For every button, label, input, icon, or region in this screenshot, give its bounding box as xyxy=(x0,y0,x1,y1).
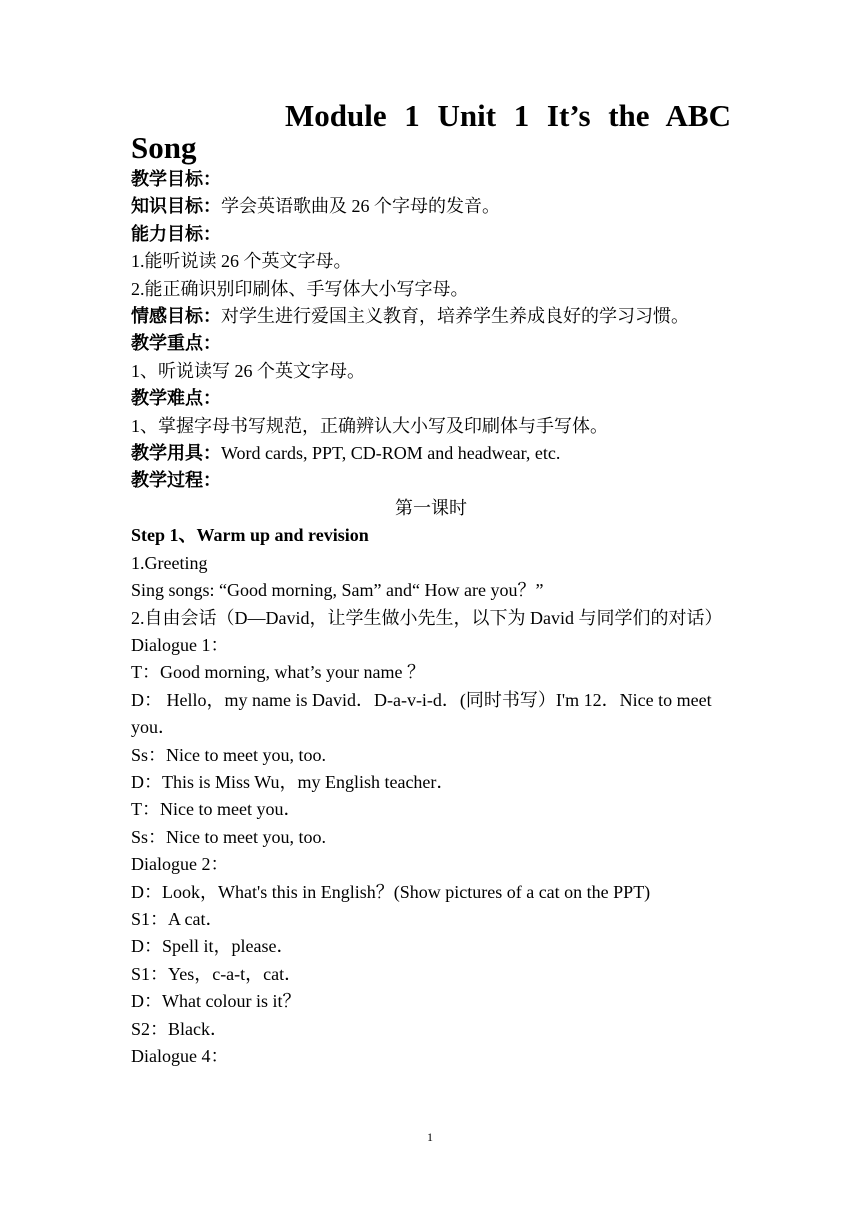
dialogue2-label: Dialogue 2： xyxy=(131,854,229,875)
step1-heading: Step 1、Warm up and revision xyxy=(131,525,369,546)
difficulty-heading: 教学难点： xyxy=(131,388,221,409)
dialogue-line: D： Hello，my name is David．D-a-v-i-d．(同时书写）I'm 12．Nice to meet you． xyxy=(131,689,712,738)
ability-item-1: 1.能听说读 26 个英文字母。 xyxy=(131,251,352,272)
dialogue-line: S2：Black． xyxy=(131,1018,228,1039)
ability-item-2: 2.能正确识别印刷体、手写体大小写字母。 xyxy=(131,278,469,299)
dialogue4-label: Dialogue 4： xyxy=(131,1046,229,1066)
dialogue-line: T：Good morning, what’s your name ？ xyxy=(131,662,425,683)
dialogue-line: D：This is Miss Wu，my English teacher． xyxy=(131,771,455,792)
teaching-tools xyxy=(131,440,731,467)
knowledge-text: 学会英语歌曲及 26 个字母的发音。 xyxy=(221,196,500,217)
sing-songs-item: Sing songs: “Good morning, Sam” and“ How are you？” xyxy=(131,580,544,601)
document-page xyxy=(131,96,731,1070)
dialogue-line: Ss：Nice to meet you, too. xyxy=(131,826,326,847)
ability-label: 能力目标： xyxy=(131,223,221,244)
lesson-label: 第一课时 xyxy=(395,497,467,518)
knowledge-label: 知识目标： xyxy=(131,196,221,217)
free-talk-item: 2.自由会话（D—David，让学生做小先生，以下为 David 与同学们的对话） xyxy=(131,607,723,628)
dialogue-line: S1：A cat． xyxy=(131,908,224,929)
key-point-1: 1、听说读写 26 个英文字母。 xyxy=(131,360,365,381)
emotion-label: 情感目标： xyxy=(131,306,221,327)
dialogue-line: D：Spell it，please． xyxy=(131,936,295,957)
emotion-objective xyxy=(131,303,731,330)
dialogue-line: T：Nice to meet you． xyxy=(131,799,302,820)
dialogue-line: D：Look，What's this in English？(Show pictures of a cat on the PPT) xyxy=(131,881,651,902)
difficulty-1: 1、掌握字母书写规范，正确辨认大小写及印刷体与手写体。 xyxy=(131,415,608,436)
process-heading: 教学过程： xyxy=(131,470,221,491)
tools-label: 教学用具： xyxy=(131,443,221,464)
objectives-heading: 教学目标： xyxy=(131,169,221,189)
dialogue-line: Ss：Nice to meet you, too. xyxy=(131,744,326,765)
dialogue-line: D：What colour is it？ xyxy=(131,991,301,1012)
emotion-text: 对学生进行爱国主义教育，培养学生养成良好的学习习惯。 xyxy=(221,306,689,327)
dialogue-line: S1：Yes，c-a-t，cat． xyxy=(131,963,303,984)
document-title-line-2: Song xyxy=(131,130,197,165)
dialogue1-label: Dialogue 1： xyxy=(131,634,229,655)
greeting-item: 1.Greeting xyxy=(131,552,208,573)
page-number: 1 xyxy=(427,1130,433,1144)
key-points-heading: 教学重点： xyxy=(131,333,221,354)
tools-text: Word cards, PPT, CD-ROM and headwear, etc. xyxy=(221,443,561,464)
knowledge-objective xyxy=(131,193,731,220)
document-title-line-1: Module 1 Unit 1 It’s the ABC xyxy=(285,98,731,133)
